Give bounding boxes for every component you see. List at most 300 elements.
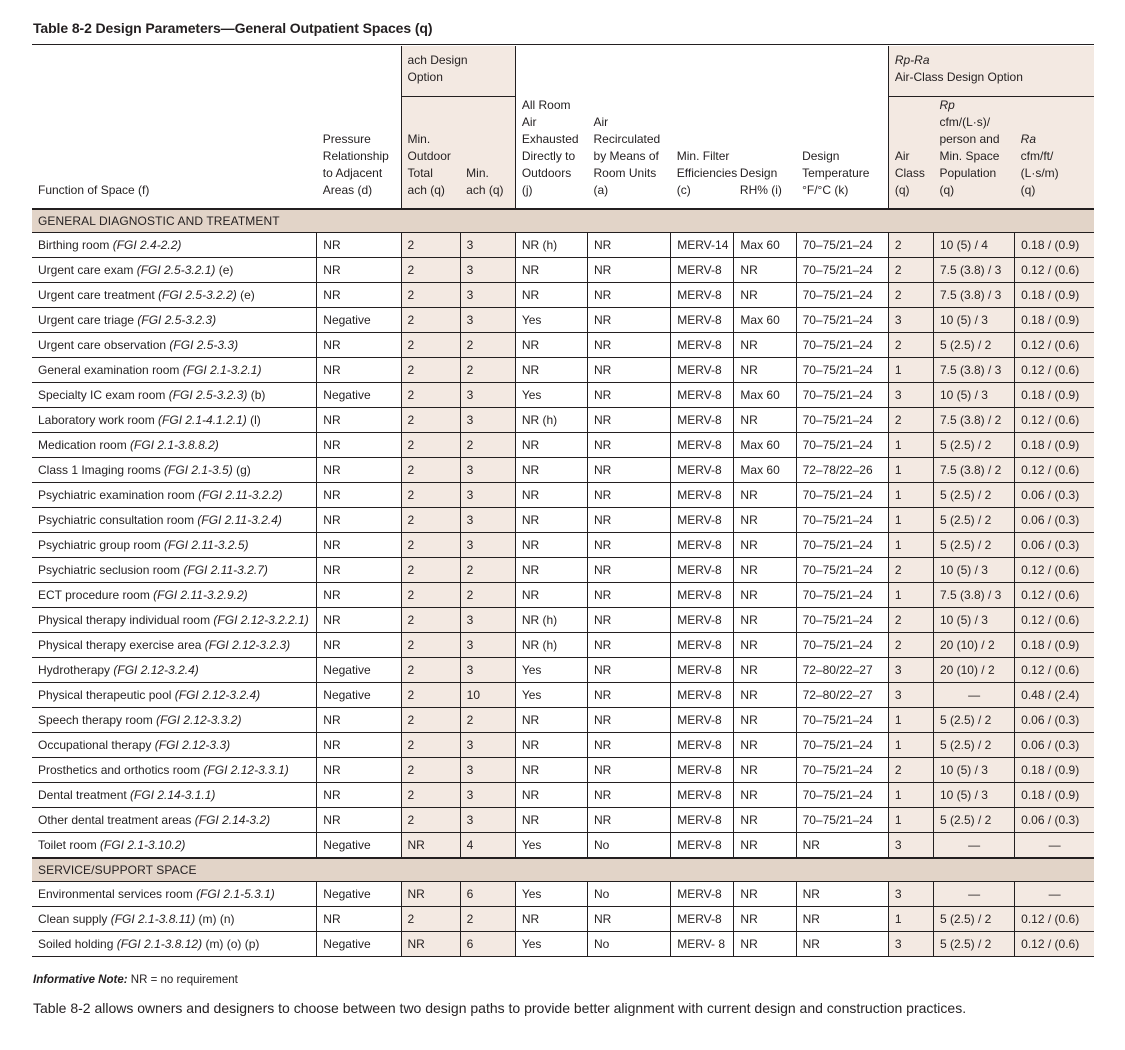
header-ra: Ra cfm/ft/ (L·s/m) (q) — [1015, 97, 1094, 210]
rp-cell: 5 (2.5) / 2 — [933, 483, 1014, 508]
temperature-cell: 70–75/21–24 — [796, 283, 888, 308]
min-ach-cell: 6 — [460, 932, 515, 957]
header-temperature: Design Temperature °F/°C (k) — [802, 149, 870, 197]
space-name: Clean supply — [38, 912, 111, 926]
table-row — [32, 233, 1094, 258]
pressure-cell: NR — [317, 907, 401, 932]
fgi-reference: (FGI 2.12-3.2.2.1) — [213, 613, 309, 627]
fgi-reference: (FGI 2.12-3.2.4) — [174, 688, 261, 702]
min-ach-cell: 3 — [460, 308, 515, 333]
rp-cell: 5 (2.5) / 2 — [933, 808, 1014, 833]
min-ach-cell: 3 — [460, 258, 515, 283]
air-class-cell: 2 — [888, 758, 933, 783]
space-name: Psychiatric examination room — [38, 488, 199, 502]
exhausted-cell: NR — [515, 533, 587, 558]
function-cell — [32, 258, 317, 283]
fgi-reference: (FGI 2.12-3.2.4) — [113, 663, 199, 677]
min-ach-cell: 6 — [460, 882, 515, 907]
fgi-reference: (FGI 2.12-3.3.2) — [156, 713, 242, 727]
rp-cell: 20 (10) / 2 — [933, 658, 1014, 683]
pressure-cell: NR — [317, 733, 401, 758]
rp-cell: 20 (10) / 2 — [933, 633, 1014, 658]
air-class-cell: 3 — [888, 658, 933, 683]
filter-cell: MERV-8 — [671, 308, 734, 333]
pressure-cell: NR — [317, 633, 401, 658]
rh-cell: NR — [734, 358, 796, 383]
ra-cell: 0.18 / (0.9) — [1015, 433, 1094, 458]
temperature-cell: 70–75/21–24 — [796, 258, 888, 283]
min-ach-cell: 3 — [460, 408, 515, 433]
min-outdoor-cell: 2 — [401, 758, 460, 783]
space-name: Hydrotherapy — [38, 663, 114, 677]
footnote-refs: (e) — [215, 263, 234, 277]
rh-cell: NR — [734, 483, 796, 508]
exhausted-cell: NR — [515, 258, 587, 283]
pressure-cell: Negative — [317, 308, 401, 333]
rp-cell: 10 (5) / 3 — [933, 308, 1014, 333]
table-body — [32, 209, 1094, 957]
filter-cell: MERV- 8 — [671, 932, 734, 957]
rp-cell: 10 (5) / 3 — [933, 758, 1014, 783]
rp-cell: 7.5 (3.8) / 2 — [933, 408, 1014, 433]
ra-cell: 0.06 / (0.3) — [1015, 508, 1094, 533]
temperature-cell: 70–75/21–24 — [796, 508, 888, 533]
air-class-cell: 2 — [888, 408, 933, 433]
rp-cell: — — [933, 833, 1014, 859]
min-ach-cell: 3 — [460, 458, 515, 483]
exhausted-cell: NR — [515, 283, 587, 308]
filter-cell: MERV-8 — [671, 483, 734, 508]
table-row — [32, 508, 1094, 533]
min-outdoor-cell: 2 — [401, 383, 460, 408]
temperature-cell: 70–75/21–24 — [796, 583, 888, 608]
exhausted-cell: NR (h) — [515, 233, 587, 258]
min-outdoor-cell: 2 — [401, 358, 460, 383]
fgi-reference: (FGI 2.11-3.2.4) — [197, 513, 282, 527]
function-cell — [32, 333, 317, 358]
ra-cell: 0.18 / (0.9) — [1015, 633, 1094, 658]
recirculated-cell: NR — [588, 233, 671, 258]
ra-cell: 0.12 / (0.6) — [1015, 558, 1094, 583]
exhausted-cell: NR — [515, 907, 587, 932]
table-row — [32, 258, 1094, 283]
space-name: Toilet room — [38, 838, 101, 852]
fgi-reference: (FGI 2.12-3.3.1) — [203, 763, 289, 777]
fgi-reference: (FGI 2.4-2.2) — [112, 238, 182, 252]
min-ach-cell: 2 — [460, 907, 515, 932]
air-class-cell: 1 — [888, 533, 933, 558]
filter-cell: MERV-8 — [671, 658, 734, 683]
ra-cell: 0.06 / (0.3) — [1015, 808, 1094, 833]
function-cell — [32, 533, 317, 558]
table-title: Table 8-2 Design Parameters—General Outpatient Spaces (q) — [33, 20, 433, 36]
fgi-reference: (FGI 2.1-3.2.1) — [182, 363, 262, 377]
min-ach-cell: 10 — [460, 683, 515, 708]
rp-cell: 7.5 (3.8) / 3 — [933, 283, 1014, 308]
table-row — [32, 583, 1094, 608]
temperature-cell: 70–75/21–24 — [796, 783, 888, 808]
function-cell — [32, 458, 317, 483]
min-outdoor-cell: 2 — [401, 683, 460, 708]
ra-cell: 0.12 / (0.6) — [1015, 258, 1094, 283]
air-class-cell: 2 — [888, 258, 933, 283]
min-ach-cell: 3 — [460, 808, 515, 833]
fgi-reference: (FGI 2.11-3.2.5) — [164, 538, 249, 552]
pressure-cell: NR — [317, 608, 401, 633]
temperature-cell: 70–75/21–24 — [796, 233, 888, 258]
rh-cell: Max 60 — [734, 308, 796, 333]
rp-cell: 10 (5) / 3 — [933, 608, 1014, 633]
temperature-cell: NR — [796, 932, 888, 957]
exhausted-cell: NR — [515, 758, 587, 783]
air-class-cell: 1 — [888, 733, 933, 758]
ra-cell: 0.18 / (0.9) — [1015, 783, 1094, 808]
temperature-cell: 72–80/22–27 — [796, 683, 888, 708]
pressure-cell: NR — [317, 433, 401, 458]
temperature-cell: 72–78/22–26 — [796, 458, 888, 483]
rh-cell: NR — [734, 608, 796, 633]
header-function: Function of Space (f) — [38, 183, 150, 197]
note-label: Informative Note: — [33, 974, 128, 986]
space-name: Physical therapy individual room — [38, 613, 214, 627]
table-row — [32, 533, 1094, 558]
min-ach-cell: 2 — [460, 708, 515, 733]
header-recirculated: Air Recirculated by Means of Room Units (a) — [593, 115, 661, 197]
section-label: SERVICE/SUPPORT SPACE — [32, 858, 1094, 882]
space-name: Laboratory work room — [38, 413, 159, 427]
function-cell — [32, 408, 317, 433]
space-name: Birthing room — [38, 238, 113, 252]
space-name: Psychiatric consultation room — [38, 513, 198, 527]
temperature-cell: 70–75/21–24 — [796, 558, 888, 583]
air-class-cell: 2 — [888, 608, 933, 633]
header-ach-design-option: ach Design Option — [401, 46, 515, 97]
table-row — [32, 408, 1094, 433]
filter-cell: MERV-8 — [671, 733, 734, 758]
temperature-cell: 70–75/21–24 — [796, 358, 888, 383]
table-row — [32, 907, 1094, 932]
ra-cell: 0.18 / (0.9) — [1015, 758, 1094, 783]
header-min-ach: Min. ach (q) — [460, 97, 515, 210]
rh-cell: NR — [734, 833, 796, 859]
table-row — [32, 283, 1094, 308]
space-name: Occupational therapy — [38, 738, 155, 752]
rh-cell: Max 60 — [734, 458, 796, 483]
ra-cell: 0.12 / (0.6) — [1015, 907, 1094, 932]
pressure-cell: Negative — [317, 683, 401, 708]
ra-cell: — — [1015, 882, 1094, 907]
header-rh: Design RH% (i) — [739, 166, 782, 197]
min-ach-cell: 3 — [460, 733, 515, 758]
filter-cell: MERV-8 — [671, 833, 734, 859]
exhausted-cell: Yes — [515, 658, 587, 683]
recirculated-cell: NR — [588, 907, 671, 932]
function-cell — [32, 483, 317, 508]
min-outdoor-cell: 2 — [401, 433, 460, 458]
exhausted-cell: NR — [515, 583, 587, 608]
pressure-cell: NR — [317, 358, 401, 383]
filter-cell: MERV-8 — [671, 558, 734, 583]
header-rp: Rp cfm/(L·s)/ person and Min. Space Population (q) — [933, 97, 1014, 210]
exhausted-cell: NR — [515, 783, 587, 808]
air-class-cell: 3 — [888, 683, 933, 708]
rp-cell: 5 (2.5) / 2 — [933, 533, 1014, 558]
air-class-cell: 3 — [888, 882, 933, 907]
pressure-cell: Negative — [317, 658, 401, 683]
filter-cell: MERV-8 — [671, 808, 734, 833]
min-outdoor-cell: NR — [401, 882, 460, 907]
function-cell — [32, 658, 317, 683]
filter-cell: MERV-8 — [671, 358, 734, 383]
min-outdoor-cell: 2 — [401, 233, 460, 258]
table-row — [32, 608, 1094, 633]
fgi-reference: (FGI 2.5-3.2.3) — [168, 388, 248, 402]
title-rule — [32, 44, 1094, 45]
rp-cell: 5 (2.5) / 2 — [933, 907, 1014, 932]
fgi-reference: (FGI 2.1-4.1.2.1) — [158, 413, 247, 427]
rh-cell: NR — [734, 333, 796, 358]
exhausted-cell: NR — [515, 558, 587, 583]
footnote-refs: (e) — [236, 288, 255, 302]
filter-cell: MERV-8 — [671, 458, 734, 483]
space-name: Other dental treatment areas — [38, 813, 195, 827]
min-outdoor-cell: 2 — [401, 907, 460, 932]
rp-cell: 10 (5) / 3 — [933, 383, 1014, 408]
recirculated-cell: NR — [588, 458, 671, 483]
ra-cell: 0.06 / (0.3) — [1015, 708, 1094, 733]
filter-cell: MERV-8 — [671, 683, 734, 708]
rp-cell: 10 (5) / 3 — [933, 783, 1014, 808]
ra-cell: 0.12 / (0.6) — [1015, 458, 1094, 483]
rh-cell: NR — [734, 658, 796, 683]
ra-cell: 0.18 / (0.9) — [1015, 308, 1094, 333]
table-row — [32, 683, 1094, 708]
space-name: Soiled holding — [38, 937, 117, 951]
rp-cell: 10 (5) / 3 — [933, 558, 1014, 583]
exhausted-cell: Yes — [515, 882, 587, 907]
rp-cell: — — [933, 882, 1014, 907]
min-ach-cell: 2 — [460, 583, 515, 608]
fgi-reference: (FGI 2.1-3.8.11) — [110, 912, 196, 926]
table-row — [32, 783, 1094, 808]
filter-cell: MERV-8 — [671, 283, 734, 308]
pressure-cell: NR — [317, 708, 401, 733]
temperature-cell: 70–75/21–24 — [796, 708, 888, 733]
table-row — [32, 333, 1094, 358]
min-outdoor-cell: 2 — [401, 808, 460, 833]
air-class-cell: 3 — [888, 308, 933, 333]
function-cell — [32, 808, 317, 833]
table-row — [32, 433, 1094, 458]
filter-cell: MERV-8 — [671, 333, 734, 358]
min-outdoor-cell: 2 — [401, 508, 460, 533]
recirculated-cell: NR — [588, 608, 671, 633]
rp-cell: 5 (2.5) / 2 — [933, 733, 1014, 758]
space-name: Speech therapy room — [38, 713, 157, 727]
rp-cell: 5 (2.5) / 2 — [933, 433, 1014, 458]
function-cell — [32, 882, 317, 907]
table-row — [32, 882, 1094, 907]
filter-cell: MERV-8 — [671, 583, 734, 608]
rp-cell: — — [933, 683, 1014, 708]
min-outdoor-cell: 2 — [401, 733, 460, 758]
fgi-reference: (FGI 2.1-3.5) — [164, 463, 233, 477]
rh-cell: NR — [734, 932, 796, 957]
pressure-cell: NR — [317, 408, 401, 433]
min-ach-cell: 3 — [460, 608, 515, 633]
rp-cell: 7.5 (3.8) / 3 — [933, 583, 1014, 608]
temperature-cell: 70–75/21–24 — [796, 483, 888, 508]
rh-cell: NR — [734, 633, 796, 658]
exhausted-cell: NR — [515, 708, 587, 733]
air-class-cell: 1 — [888, 907, 933, 932]
filter-cell: MERV-8 — [671, 758, 734, 783]
min-outdoor-cell: 2 — [401, 583, 460, 608]
air-class-cell: 1 — [888, 433, 933, 458]
temperature-cell: 70–75/21–24 — [796, 308, 888, 333]
rp-cell: 5 (2.5) / 2 — [933, 932, 1014, 957]
rp-cell: 10 (5) / 4 — [933, 233, 1014, 258]
fgi-reference: (FGI 2.1-3.8.12) — [116, 937, 203, 951]
function-cell — [32, 733, 317, 758]
ra-cell: 0.06 / (0.3) — [1015, 733, 1094, 758]
header-air-class: Air Class (q) — [888, 97, 933, 210]
min-ach-cell: 3 — [460, 483, 515, 508]
space-name: Specialty IC exam room — [38, 388, 169, 402]
exhausted-cell: Yes — [515, 932, 587, 957]
ra-cell: 0.12 / (0.6) — [1015, 932, 1094, 957]
filter-cell: MERV-8 — [671, 907, 734, 932]
exhausted-cell: Yes — [515, 383, 587, 408]
table-row — [32, 833, 1094, 859]
temperature-cell: 70–75/21–24 — [796, 408, 888, 433]
pressure-cell: NR — [317, 558, 401, 583]
filter-cell: MERV-8 — [671, 633, 734, 658]
rh-cell: NR — [734, 258, 796, 283]
pressure-cell: NR — [317, 508, 401, 533]
table-row — [32, 308, 1094, 333]
ra-cell: 0.18 / (0.9) — [1015, 233, 1094, 258]
pressure-cell: NR — [317, 333, 401, 358]
recirculated-cell: NR — [588, 258, 671, 283]
fgi-reference: (FGI 2.5-3.2.3) — [137, 313, 217, 327]
min-outdoor-cell: 2 — [401, 333, 460, 358]
fgi-reference: (FGI 2.1-3.8.8.2) — [130, 438, 219, 452]
recirculated-cell: NR — [588, 708, 671, 733]
min-outdoor-cell: 2 — [401, 458, 460, 483]
air-class-cell: 3 — [888, 932, 933, 957]
pressure-cell: Negative — [317, 882, 401, 907]
recirculated-cell: NR — [588, 633, 671, 658]
pressure-cell: NR — [317, 283, 401, 308]
table-row — [32, 633, 1094, 658]
exhausted-cell: NR (h) — [515, 408, 587, 433]
pressure-cell: Negative — [317, 383, 401, 408]
air-class-cell: 1 — [888, 783, 933, 808]
min-ach-cell: 4 — [460, 833, 515, 859]
rh-cell: Max 60 — [734, 383, 796, 408]
function-cell — [32, 308, 317, 333]
air-class-cell: 1 — [888, 583, 933, 608]
air-class-cell: 2 — [888, 233, 933, 258]
rh-cell: NR — [734, 758, 796, 783]
air-class-cell: 1 — [888, 458, 933, 483]
rh-cell: NR — [734, 408, 796, 433]
temperature-cell: 70–75/21–24 — [796, 433, 888, 458]
table-row — [32, 733, 1094, 758]
rp-cell: 5 (2.5) / 2 — [933, 508, 1014, 533]
recirculated-cell: NR — [588, 658, 671, 683]
temperature-cell: NR — [796, 833, 888, 859]
fgi-reference: (FGI 2.14-3.2) — [194, 813, 271, 827]
fgi-reference: (FGI 2.1-5.3.1) — [196, 887, 275, 901]
function-cell — [32, 758, 317, 783]
rh-cell: Max 60 — [734, 433, 796, 458]
footnote-refs: (l) — [246, 413, 261, 427]
temperature-cell: 70–75/21–24 — [796, 383, 888, 408]
footnote-refs: (m) (o) (p) — [202, 937, 260, 951]
min-outdoor-cell: 2 — [401, 783, 460, 808]
exhausted-cell: NR (h) — [515, 633, 587, 658]
ra-cell: 0.12 / (0.6) — [1015, 658, 1094, 683]
rh-cell: NR — [734, 533, 796, 558]
min-outdoor-cell: 2 — [401, 533, 460, 558]
min-ach-cell: 2 — [460, 433, 515, 458]
function-cell — [32, 383, 317, 408]
min-ach-cell: 3 — [460, 283, 515, 308]
recirculated-cell: NR — [588, 583, 671, 608]
recirculated-cell: NR — [588, 408, 671, 433]
function-cell — [32, 558, 317, 583]
pressure-cell: NR — [317, 583, 401, 608]
exhausted-cell: NR (h) — [515, 608, 587, 633]
filter-cell: MERV-8 — [671, 383, 734, 408]
exhausted-cell: NR — [515, 358, 587, 383]
rp-cell: 7.5 (3.8) / 3 — [933, 358, 1014, 383]
ra-cell: 0.18 / (0.9) — [1015, 383, 1094, 408]
min-outdoor-cell: 2 — [401, 708, 460, 733]
table-row — [32, 458, 1094, 483]
air-class-cell: 3 — [888, 833, 933, 859]
min-outdoor-cell: 2 — [401, 408, 460, 433]
recirculated-cell: NR — [588, 558, 671, 583]
rh-cell: NR — [734, 508, 796, 533]
min-outdoor-cell: 2 — [401, 308, 460, 333]
space-name: Dental treatment — [38, 788, 131, 802]
rh-cell: NR — [734, 283, 796, 308]
rh-cell: NR — [734, 558, 796, 583]
function-cell — [32, 932, 317, 957]
fgi-reference: (FGI 2.1-3.10.2) — [100, 838, 186, 852]
space-name: Urgent care triage — [38, 313, 138, 327]
min-ach-cell: 3 — [460, 508, 515, 533]
recirculated-cell: NR — [588, 808, 671, 833]
temperature-cell: 72–80/22–27 — [796, 658, 888, 683]
function-cell — [32, 683, 317, 708]
filter-cell: MERV-8 — [671, 608, 734, 633]
recirculated-cell: NR — [588, 783, 671, 808]
function-cell — [32, 833, 317, 859]
space-name: Class 1 Imaging rooms — [38, 463, 165, 477]
recirculated-cell: NR — [588, 383, 671, 408]
min-outdoor-cell: 2 — [401, 483, 460, 508]
air-class-cell: 2 — [888, 558, 933, 583]
footnote-refs: (g) — [232, 463, 251, 477]
table-row — [32, 932, 1094, 957]
min-outdoor-cell: NR — [401, 833, 460, 859]
table-row — [32, 808, 1094, 833]
space-name: ECT procedure room — [38, 588, 154, 602]
